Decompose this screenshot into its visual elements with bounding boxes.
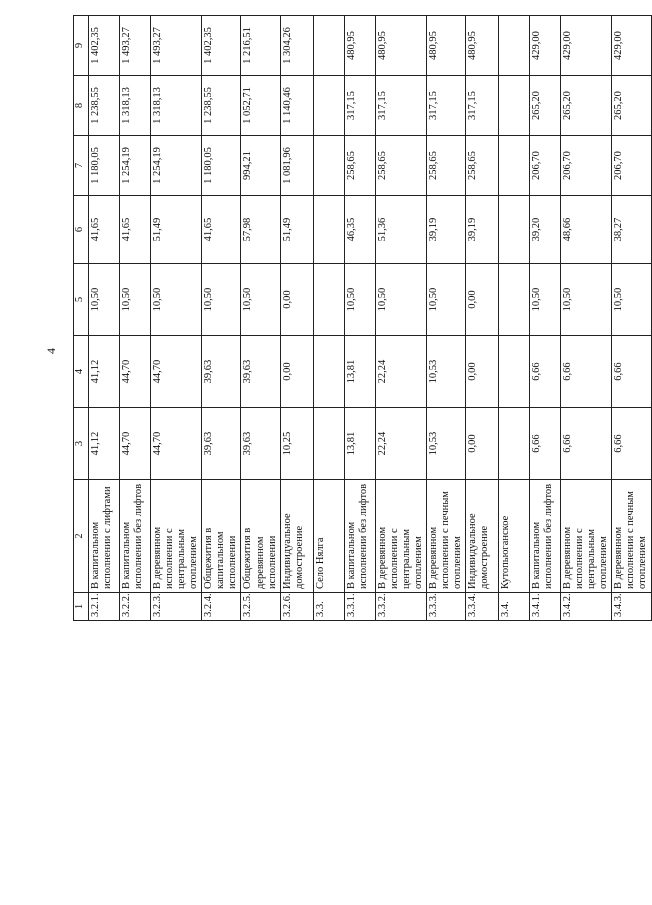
cell-col-9: 1 304,26 — [280, 16, 313, 76]
cell-col-9 — [313, 16, 344, 76]
table-row — [499, 16, 530, 621]
cell-col-4: 44,70 — [151, 336, 202, 408]
cell-col-4: 6,66 — [612, 336, 651, 408]
column-header-4: 4 — [74, 336, 89, 408]
cell-col-4: 6,66 — [530, 336, 561, 408]
cell-col-4: 10,53 — [426, 336, 465, 408]
table-row — [202, 16, 241, 621]
cell-col-4: 39,63 — [241, 336, 280, 408]
cell-col-5: 10,50 — [89, 264, 120, 336]
table-row — [151, 16, 202, 621]
cell-col-9: 429,00 — [612, 16, 651, 76]
cell-col-5: 10,50 — [344, 264, 375, 336]
row-name: В деревянном исполнении с центральным отоплением — [151, 480, 202, 593]
cell-col-3: 41,12 — [89, 408, 120, 480]
cell-col-5: 10,50 — [120, 264, 151, 336]
row-name: В капитальном исполнении без лифтов — [530, 480, 561, 593]
cell-col-7: 258,65 — [466, 136, 499, 196]
column-header-1: 1 — [74, 593, 89, 621]
cell-col-9: 1 493,27 — [151, 16, 202, 76]
cell-col-4: 0,00 — [280, 336, 313, 408]
column-header-5: 5 — [74, 264, 89, 336]
cell-col-3: 13,81 — [344, 408, 375, 480]
cell-col-8: 1 318,13 — [120, 76, 151, 136]
cell-col-9: 480,95 — [466, 16, 499, 76]
cell-col-5: 0,00 — [466, 264, 499, 336]
row-name: Индивидуальное домостроение — [466, 480, 499, 593]
table-row — [313, 16, 344, 621]
cell-col-8 — [313, 76, 344, 136]
cell-col-6: 41,65 — [89, 196, 120, 264]
cell-col-9: 1 402,35 — [89, 16, 120, 76]
row-code: 3.4.1. — [530, 593, 561, 621]
row-name: Общежития в капитальном исполнении — [202, 480, 241, 593]
row-code: 3.3.2. — [375, 593, 426, 621]
row-name: В деревянном исполнении с центральным отоплением — [561, 480, 612, 593]
cell-col-4 — [313, 336, 344, 408]
cell-col-5: 10,50 — [202, 264, 241, 336]
cell-col-9: 429,00 — [561, 16, 612, 76]
table-row — [561, 16, 612, 621]
cell-col-9 — [499, 16, 530, 76]
cell-col-5: 10,50 — [426, 264, 465, 336]
cell-col-5: 10,50 — [241, 264, 280, 336]
table-row — [530, 16, 561, 621]
cell-col-6: 51,49 — [151, 196, 202, 264]
row-code: 3.3.4. — [466, 593, 499, 621]
row-name: Общежития в деревянном исполнении — [241, 480, 280, 593]
row-name: В деревянном исполнении с печным отоплением — [612, 480, 651, 593]
row-name: Кутопьюганское — [499, 480, 530, 593]
table-row — [426, 16, 465, 621]
cell-col-3: 22,24 — [375, 408, 426, 480]
cell-col-7: 258,65 — [375, 136, 426, 196]
header-row — [74, 16, 89, 621]
row-name: В деревянном исполнении с центральным отоплением — [375, 480, 426, 593]
cell-col-3: 0,00 — [466, 408, 499, 480]
column-header-3: 3 — [74, 408, 89, 480]
cell-col-7: 1 254,19 — [120, 136, 151, 196]
cell-col-3: 6,66 — [612, 408, 651, 480]
cell-col-6: 46,35 — [344, 196, 375, 264]
row-code: 3.3.1. — [344, 593, 375, 621]
cell-col-6: 48,66 — [561, 196, 612, 264]
cell-col-7: 206,70 — [612, 136, 651, 196]
cell-col-6: 41,65 — [202, 196, 241, 264]
row-code: 3.2.3. — [151, 593, 202, 621]
column-header-8: 8 — [74, 76, 89, 136]
cell-col-7: 258,65 — [344, 136, 375, 196]
row-code: 3.2.4. — [202, 593, 241, 621]
row-code: 3.4.3. — [612, 593, 651, 621]
cell-col-4: 0,00 — [466, 336, 499, 408]
cell-col-8: 1 238,55 — [202, 76, 241, 136]
cell-col-3: 10,53 — [426, 408, 465, 480]
cell-col-3: 44,70 — [151, 408, 202, 480]
cell-col-8: 265,20 — [530, 76, 561, 136]
rotated-table-container — [73, 16, 649, 621]
cell-col-7: 994,21 — [241, 136, 280, 196]
row-code: 3.2.2. — [120, 593, 151, 621]
table-row — [466, 16, 499, 621]
cell-col-4: 22,24 — [375, 336, 426, 408]
table-body — [74, 16, 652, 621]
cell-col-6: 51,49 — [280, 196, 313, 264]
table-row — [375, 16, 426, 621]
row-code: 3.2.6. — [280, 593, 313, 621]
cell-col-4: 41,12 — [89, 336, 120, 408]
row-name: В капитальном исполнении с лифтами — [89, 480, 120, 593]
cell-col-8: 265,20 — [561, 76, 612, 136]
cell-col-3: 39,63 — [202, 408, 241, 480]
table-row — [241, 16, 280, 621]
cell-col-7: 1 180,05 — [89, 136, 120, 196]
cell-col-3: 10,25 — [280, 408, 313, 480]
cell-col-7: 206,70 — [561, 136, 612, 196]
cell-col-5 — [313, 264, 344, 336]
cell-col-3 — [499, 408, 530, 480]
cell-col-8: 317,15 — [375, 76, 426, 136]
cell-col-3: 39,63 — [241, 408, 280, 480]
cell-col-7 — [499, 136, 530, 196]
cell-col-8: 317,15 — [344, 76, 375, 136]
row-code: 3.3.3. — [426, 593, 465, 621]
cell-col-8: 1 140,46 — [280, 76, 313, 136]
row-code: 3.2.5. — [241, 593, 280, 621]
cell-col-4: 44,70 — [120, 336, 151, 408]
cell-col-9: 480,95 — [344, 16, 375, 76]
cell-col-3: 6,66 — [561, 408, 612, 480]
table-row — [344, 16, 375, 621]
cell-col-6: 51,36 — [375, 196, 426, 264]
row-code: 3.4. — [499, 593, 530, 621]
cell-col-7: 1 180,05 — [202, 136, 241, 196]
table-row — [612, 16, 651, 621]
column-header-7: 7 — [74, 136, 89, 196]
cell-col-3 — [313, 408, 344, 480]
cell-col-9: 1 402,35 — [202, 16, 241, 76]
table-row — [89, 16, 120, 621]
cell-col-7: 258,65 — [426, 136, 465, 196]
cell-col-6: 57,98 — [241, 196, 280, 264]
row-name: Индивидуальное домостроение — [280, 480, 313, 593]
column-header-6: 6 — [74, 196, 89, 264]
cell-col-5: 0,00 — [280, 264, 313, 336]
tariff-table — [73, 15, 652, 621]
cell-col-7: 1 254,19 — [151, 136, 202, 196]
row-name: Село Нялга — [313, 480, 344, 593]
cell-col-6: 38,27 — [612, 196, 651, 264]
page-number: 4 — [44, 348, 58, 354]
row-name: В деревянном исполнении с печным отоплением — [426, 480, 465, 593]
cell-col-5: 10,50 — [375, 264, 426, 336]
cell-col-4: 6,66 — [561, 336, 612, 408]
cell-col-7: 1 081,96 — [280, 136, 313, 196]
cell-col-7 — [313, 136, 344, 196]
row-code: 3.4.2. — [561, 593, 612, 621]
cell-col-5: 10,50 — [151, 264, 202, 336]
table-row — [120, 16, 151, 621]
row-code: 3.2.1. — [89, 593, 120, 621]
row-code: 3.3. — [313, 593, 344, 621]
cell-col-6: 41,65 — [120, 196, 151, 264]
cell-col-9: 1 216,51 — [241, 16, 280, 76]
cell-col-5 — [499, 264, 530, 336]
cell-col-6 — [499, 196, 530, 264]
cell-col-7: 206,70 — [530, 136, 561, 196]
cell-col-4 — [499, 336, 530, 408]
row-name: В капитальном исполнении без лифтов — [344, 480, 375, 593]
cell-col-4: 13,81 — [344, 336, 375, 408]
column-header-9: 9 — [74, 16, 89, 76]
cell-col-9: 1 493,27 — [120, 16, 151, 76]
cell-col-6: 39,20 — [530, 196, 561, 264]
cell-col-9: 480,95 — [426, 16, 465, 76]
cell-col-8: 1 052,71 — [241, 76, 280, 136]
cell-col-6: 39,19 — [466, 196, 499, 264]
cell-col-6: 39,19 — [426, 196, 465, 264]
row-name: В капитальном исполнении без лифтов — [120, 480, 151, 593]
cell-col-8 — [499, 76, 530, 136]
cell-col-9: 480,95 — [375, 16, 426, 76]
cell-col-3: 6,66 — [530, 408, 561, 480]
cell-col-4: 39,63 — [202, 336, 241, 408]
cell-col-8: 1 238,55 — [89, 76, 120, 136]
cell-col-8: 317,15 — [426, 76, 465, 136]
cell-col-8: 1 318,13 — [151, 76, 202, 136]
table-row — [280, 16, 313, 621]
cell-col-9: 429,00 — [530, 16, 561, 76]
cell-col-8: 265,20 — [612, 76, 651, 136]
cell-col-5: 10,50 — [612, 264, 651, 336]
cell-col-5: 10,50 — [530, 264, 561, 336]
cell-col-8: 317,15 — [466, 76, 499, 136]
cell-col-5: 10,50 — [561, 264, 612, 336]
cell-col-6 — [313, 196, 344, 264]
cell-col-3: 44,70 — [120, 408, 151, 480]
column-header-2: 2 — [74, 480, 89, 593]
